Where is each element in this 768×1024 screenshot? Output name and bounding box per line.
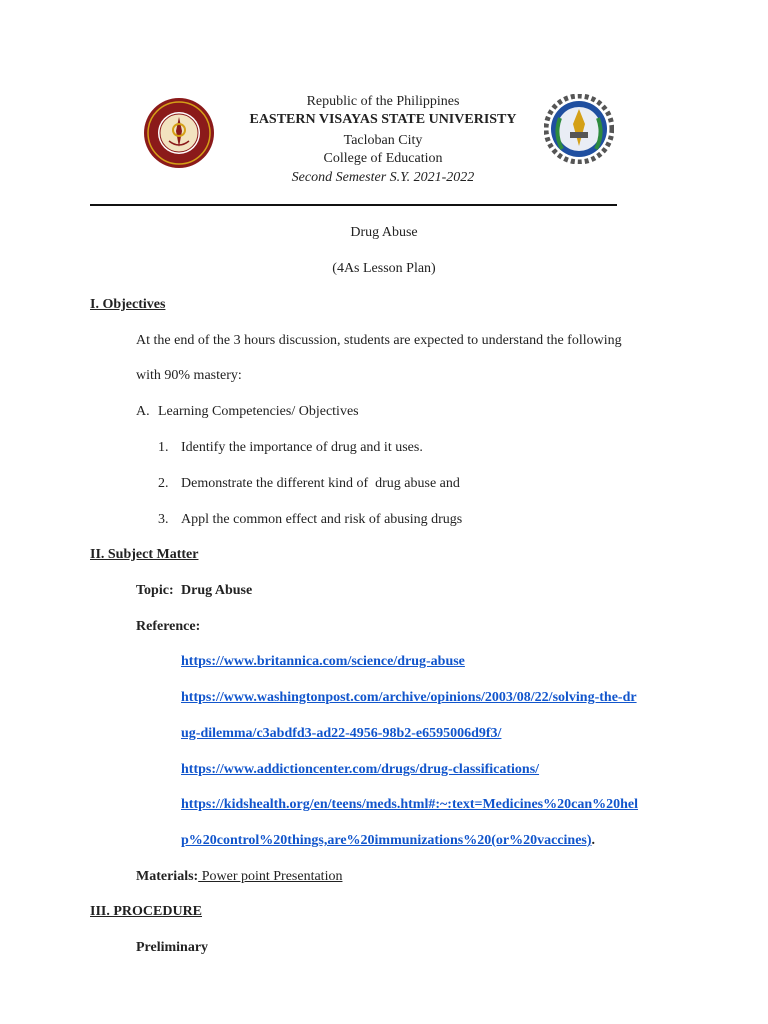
materials-value: Power point Presentation bbox=[198, 869, 343, 884]
city-line: Tacloban City bbox=[343, 133, 423, 148]
objectives-intro-line2: with 90% mastery: bbox=[136, 368, 242, 383]
reference-link-britannica[interactable]: https://www.britannica.com/science/drug-abuse bbox=[181, 654, 465, 669]
objectives-heading: I. Objectives bbox=[90, 297, 166, 312]
reference-link-washingtonpost-cont[interactable]: ug-dilemma/c3abdfd3-ad22-4956-98b2-e6595006d9f3/ bbox=[181, 726, 502, 741]
republic-line: Republic of the Philippines bbox=[306, 94, 460, 109]
objective-number: 1. bbox=[158, 440, 169, 455]
topic-value: Drug Abuse bbox=[181, 583, 253, 598]
materials-label: Materials: bbox=[136, 869, 199, 884]
competencies-letter: A. bbox=[136, 404, 150, 419]
topic-label: Topic: bbox=[136, 583, 174, 598]
college-line: College of Education bbox=[323, 151, 443, 166]
reference-link-kidshealth[interactable]: https://kidshealth.org/en/teens/meds.html#:~:text=Medicines%20can%20hel bbox=[181, 797, 639, 812]
subject-matter-heading: II. Subject Matter bbox=[90, 547, 199, 562]
semester-line: Second Semester S.Y. 2021-2022 bbox=[291, 170, 475, 185]
reference-link-washingtonpost[interactable]: https://www.washingtonpost.com/archive/opinions/2003/08/22/solving-the-dr bbox=[181, 690, 637, 705]
competencies-label: Learning Competencies/ Objectives bbox=[158, 404, 359, 419]
reference-label: Reference: bbox=[136, 619, 201, 634]
objective-number: 2. bbox=[158, 476, 169, 491]
materials-line bbox=[136, 869, 342, 885]
header-divider bbox=[90, 204, 617, 206]
objective-text: Appl the common effect and risk of abusing drugs bbox=[181, 512, 463, 527]
university-name: EASTERN VISAYAS STATE UNIVERISTY bbox=[249, 112, 517, 127]
procedure-heading: III. PROCEDURE bbox=[90, 904, 203, 919]
reference-link-kidshealth-line bbox=[181, 833, 595, 849]
objective-text: Identify the importance of drug and it uses. bbox=[181, 440, 423, 455]
document-subtitle: (4As Lesson Plan) bbox=[332, 261, 436, 276]
objectives-intro-line1: At the end of the 3 hours discussion, students are expected to understand the following bbox=[136, 333, 622, 348]
reference-link-kidshealth-cont[interactable]: p%20control%20things,are%20immunizations%20(or%20vaccines) bbox=[181, 833, 592, 848]
objective-number: 3. bbox=[158, 512, 169, 527]
document-title: Drug Abuse bbox=[350, 225, 418, 240]
reference-link-addictioncenter[interactable]: https://www.addictioncenter.com/drugs/drug-classifications/ bbox=[181, 762, 540, 777]
objective-text: Demonstrate the different kind of drug abuse and bbox=[181, 476, 460, 491]
preliminary-heading: Preliminary bbox=[136, 940, 209, 955]
link-trailing-period: . bbox=[591, 833, 596, 848]
